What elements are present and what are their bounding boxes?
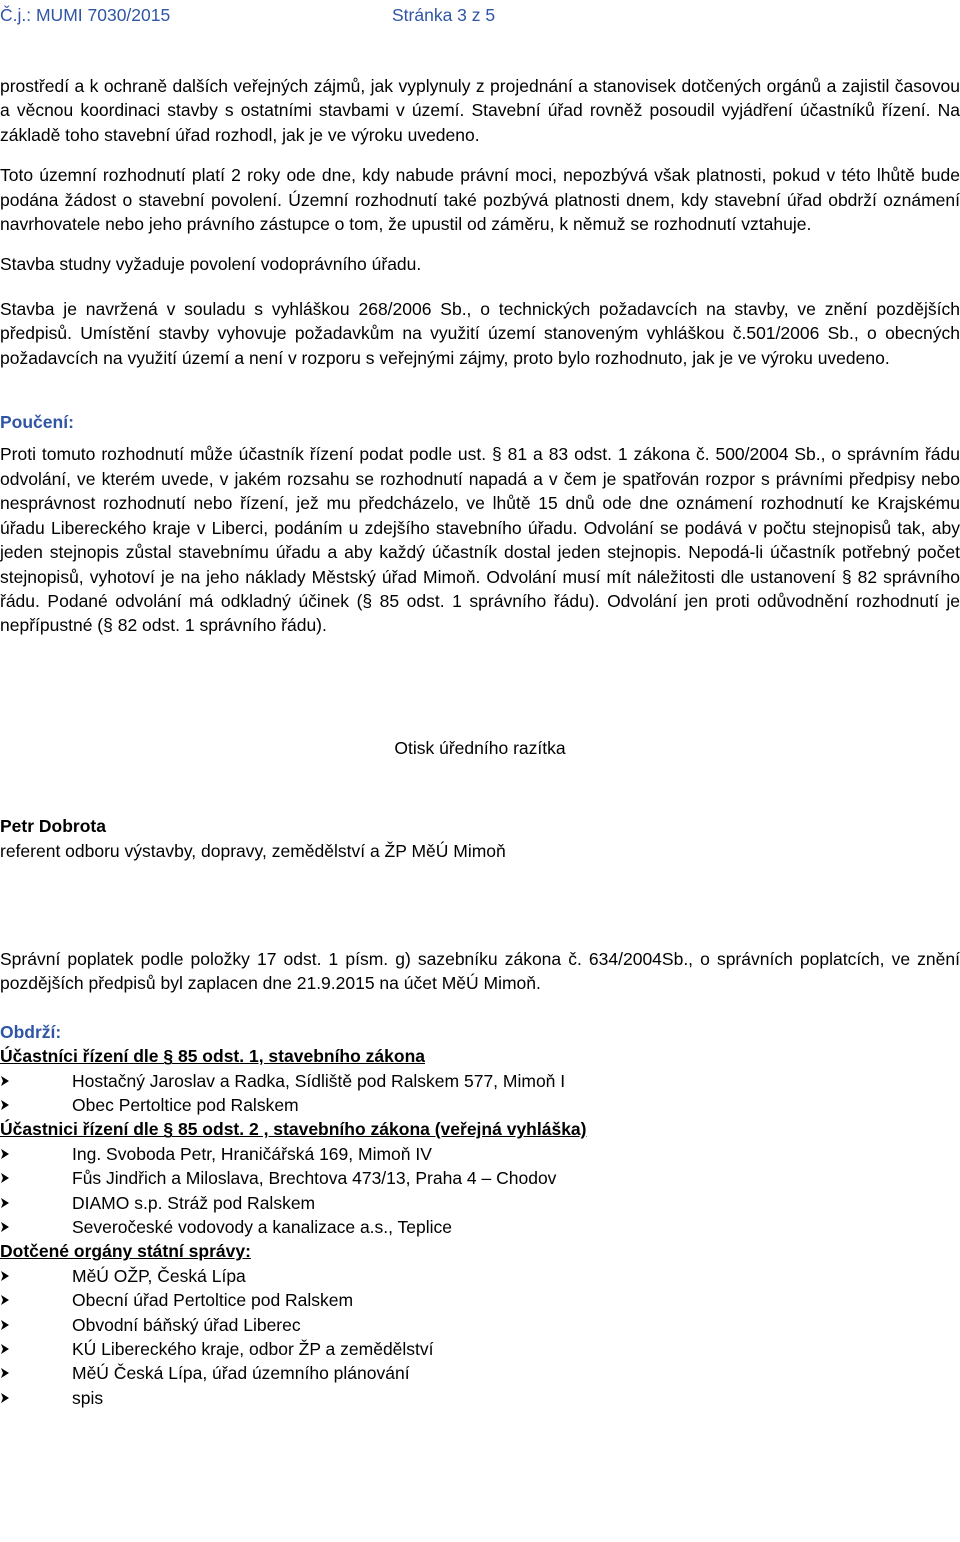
recipients-group-3-title: Dotčené orgány státní správy: [0,1241,251,1262]
pouceni-text: Proti tomuto rozhodnutí může účastník řízení podat podle ust. § 81 a 83 odst. 1 zákona č. 500/2004 Sb., o správním řádu odvolání, ve kterém uvede, v jakém rozsahu se rozhodnutí napadá a v čem je spatřován rozpor s právními předpisy nebo nesprávnost rozhodnutí nebo řízení, jež mu předcházelo, ve lhůtě 15 dnů ode dne oznámení rozhodnutí ke Krajskému úřadu Libereckého kraje v Liberci, podáním u zdejšího stavebního úřadu. Odvolání se podává v počtu stejnopisů tak, aby jeden stejnopis zůstal stavebnímu úřadu a aby každý účastník dostal jeden stejnopis. Nepodá-li účastník potřebný počet stejnopisů, vyhotoví je na jeho náklady Městský úřad Mimoň. Odvolání musí mít náležitosti dle ustanovení § 82 správního řádu. Podané odvolání má odkladný účinek (§ 85 odst. 1 správního řádu). Odvolání jen proti odůvodnění rozhodnutí je nepřípustné (§ 82 odst. 1 správního řádu). [0,444,960,636]
arrow-bullet-icon [0,1367,10,1379]
recipients-group-3 [0,1264,960,1410]
signatory-name: Petr Dobrota [0,816,106,837]
paragraph-2: Toto územní rozhodnutí platí 2 roky ode dne, kdy nabude právní moci, nepozbývá však platnosti, pokud v této lhůtě bude podána žádost o stavební povolení. Územní rozhodnutí také pozbývá platnosti dnem, kdy stavební úřad obdrží oznámení navrhovatele nebo jeho právního zástupce o tom, že upustil od záměru, k němuž se rozhodnutí vztahuje. [0,165,960,235]
recipients-group-2 [0,1142,960,1240]
arrow-bullet-icon [0,1197,10,1209]
document-body [0,74,960,1410]
list-item-text: KÚ Libereckého kraje, odbor ŽP a zemědělství [72,1338,434,1359]
fee-note: Správní poplatek podle položky 17 odst. 1 písm. g) sazebníku zákona č. 634/2004Sb., o správních poplatcích, ve znění pozdějších předpisů byl zaplacen dne 21.9.2015 na účet MěÚ Mimoň. [0,948,960,994]
arrow-bullet-icon [0,1392,10,1404]
list-item [0,1337,960,1361]
list-item-text: Hostačný Jaroslav a Radka, Sídliště pod Ralskem 577, Mimoň I [72,1070,566,1091]
recipients-group-1 [0,1069,960,1118]
list-item [0,1191,960,1215]
list-item-text: Severočeské vodovody a kanalizace a.s., Teplice [72,1216,453,1237]
list-item-text: Obecní úřad Pertoltice pod Ralskem [72,1290,354,1311]
arrow-bullet-icon [0,1319,10,1331]
arrow-bullet-icon [0,1270,10,1282]
stamp-placeholder: Otisk úředního razítka [394,737,566,758]
list-item-text: Fůs Jindřich a Miloslava, Brechtova 473/13, Praha 4 – Chodov [72,1168,557,1189]
page-number: Stránka 3 z 5 [392,5,496,25]
list-item [0,1215,960,1239]
arrow-bullet-icon [0,1221,10,1233]
list-item [0,1093,960,1117]
recipients-group-1-title: Účastníci řízení dle § 85 odst. 1, stavebního zákona [0,1046,425,1067]
recipients-group-2-title: Účastnici řízení dle § 85 odst. 2 , stavebního zákona (veřejná vyhláška) [0,1119,587,1140]
list-item-text: DIAMO s.p. Stráž pod Ralskem [72,1192,316,1213]
list-item [0,1069,960,1093]
paragraph-4: Stavba je navržená v souladu s vyhláškou 268/2006 Sb., o technických požadavcích na stavby, ve znění pozdějších předpisů. Umístění stavby vyhovuje požadavkům na využití území stanoveným vyhláškou č.501/2006 Sb., o obecných požadavcích na využití území a není v rozporu s veřejnými zájmy, proto bylo rozhodnuto, jak je ve výroku uvedeno. [0,298,960,368]
arrow-bullet-icon [0,1075,10,1087]
list-item-text: Obvodní báňský úřad Liberec [72,1314,301,1335]
list-item [0,1361,960,1385]
signatory-role: referent odboru výstavby, dopravy, zemědělství a ŽP MěÚ Mimoň [0,840,506,861]
list-item-text: MěÚ OŽP, Česká Lípa [72,1265,246,1286]
arrow-bullet-icon [0,1294,10,1306]
list-item-text: MěÚ Česká Lípa, úřad územního plánování [72,1363,410,1384]
list-item [0,1386,960,1410]
list-item-text: Ing. Svoboda Petr, Hraničářská 169, Mimoň IV [72,1143,432,1164]
list-item [0,1313,960,1337]
page-header [0,3,960,27]
list-item [0,1142,960,1166]
pouceni-title: Poučení: [0,412,74,433]
arrow-bullet-icon [0,1343,10,1355]
arrow-bullet-icon [0,1099,10,1111]
arrow-bullet-icon [0,1172,10,1184]
list-item [0,1288,960,1312]
recipients-title: Obdrží: [0,1021,62,1042]
list-item-text: Obec Pertoltice pod Ralskem [72,1094,299,1115]
list-item-text: spis [72,1387,104,1408]
list-item [0,1166,960,1190]
paragraph-3: Stavba studny vyžaduje povolení vodoprávního úřadu. [0,254,422,275]
paragraph-1: prostředí a k ochraně dalších veřejných zájmů, jak vyplynuly z projednání a stanovisek dotčených orgánů a zajistil časovou a věcnou koordinaci stavby s ostatními stavbami v území. Stavební úřad rovněž posoudil vyjádření účastníků řízení. Na základě toho stavební úřad rozhodl, jak je ve výroku uvedeno. [0,76,960,145]
arrow-bullet-icon [0,1148,10,1160]
list-item [0,1264,960,1288]
case-reference: Č.j.: MUMI 7030/2015 [0,5,171,25]
